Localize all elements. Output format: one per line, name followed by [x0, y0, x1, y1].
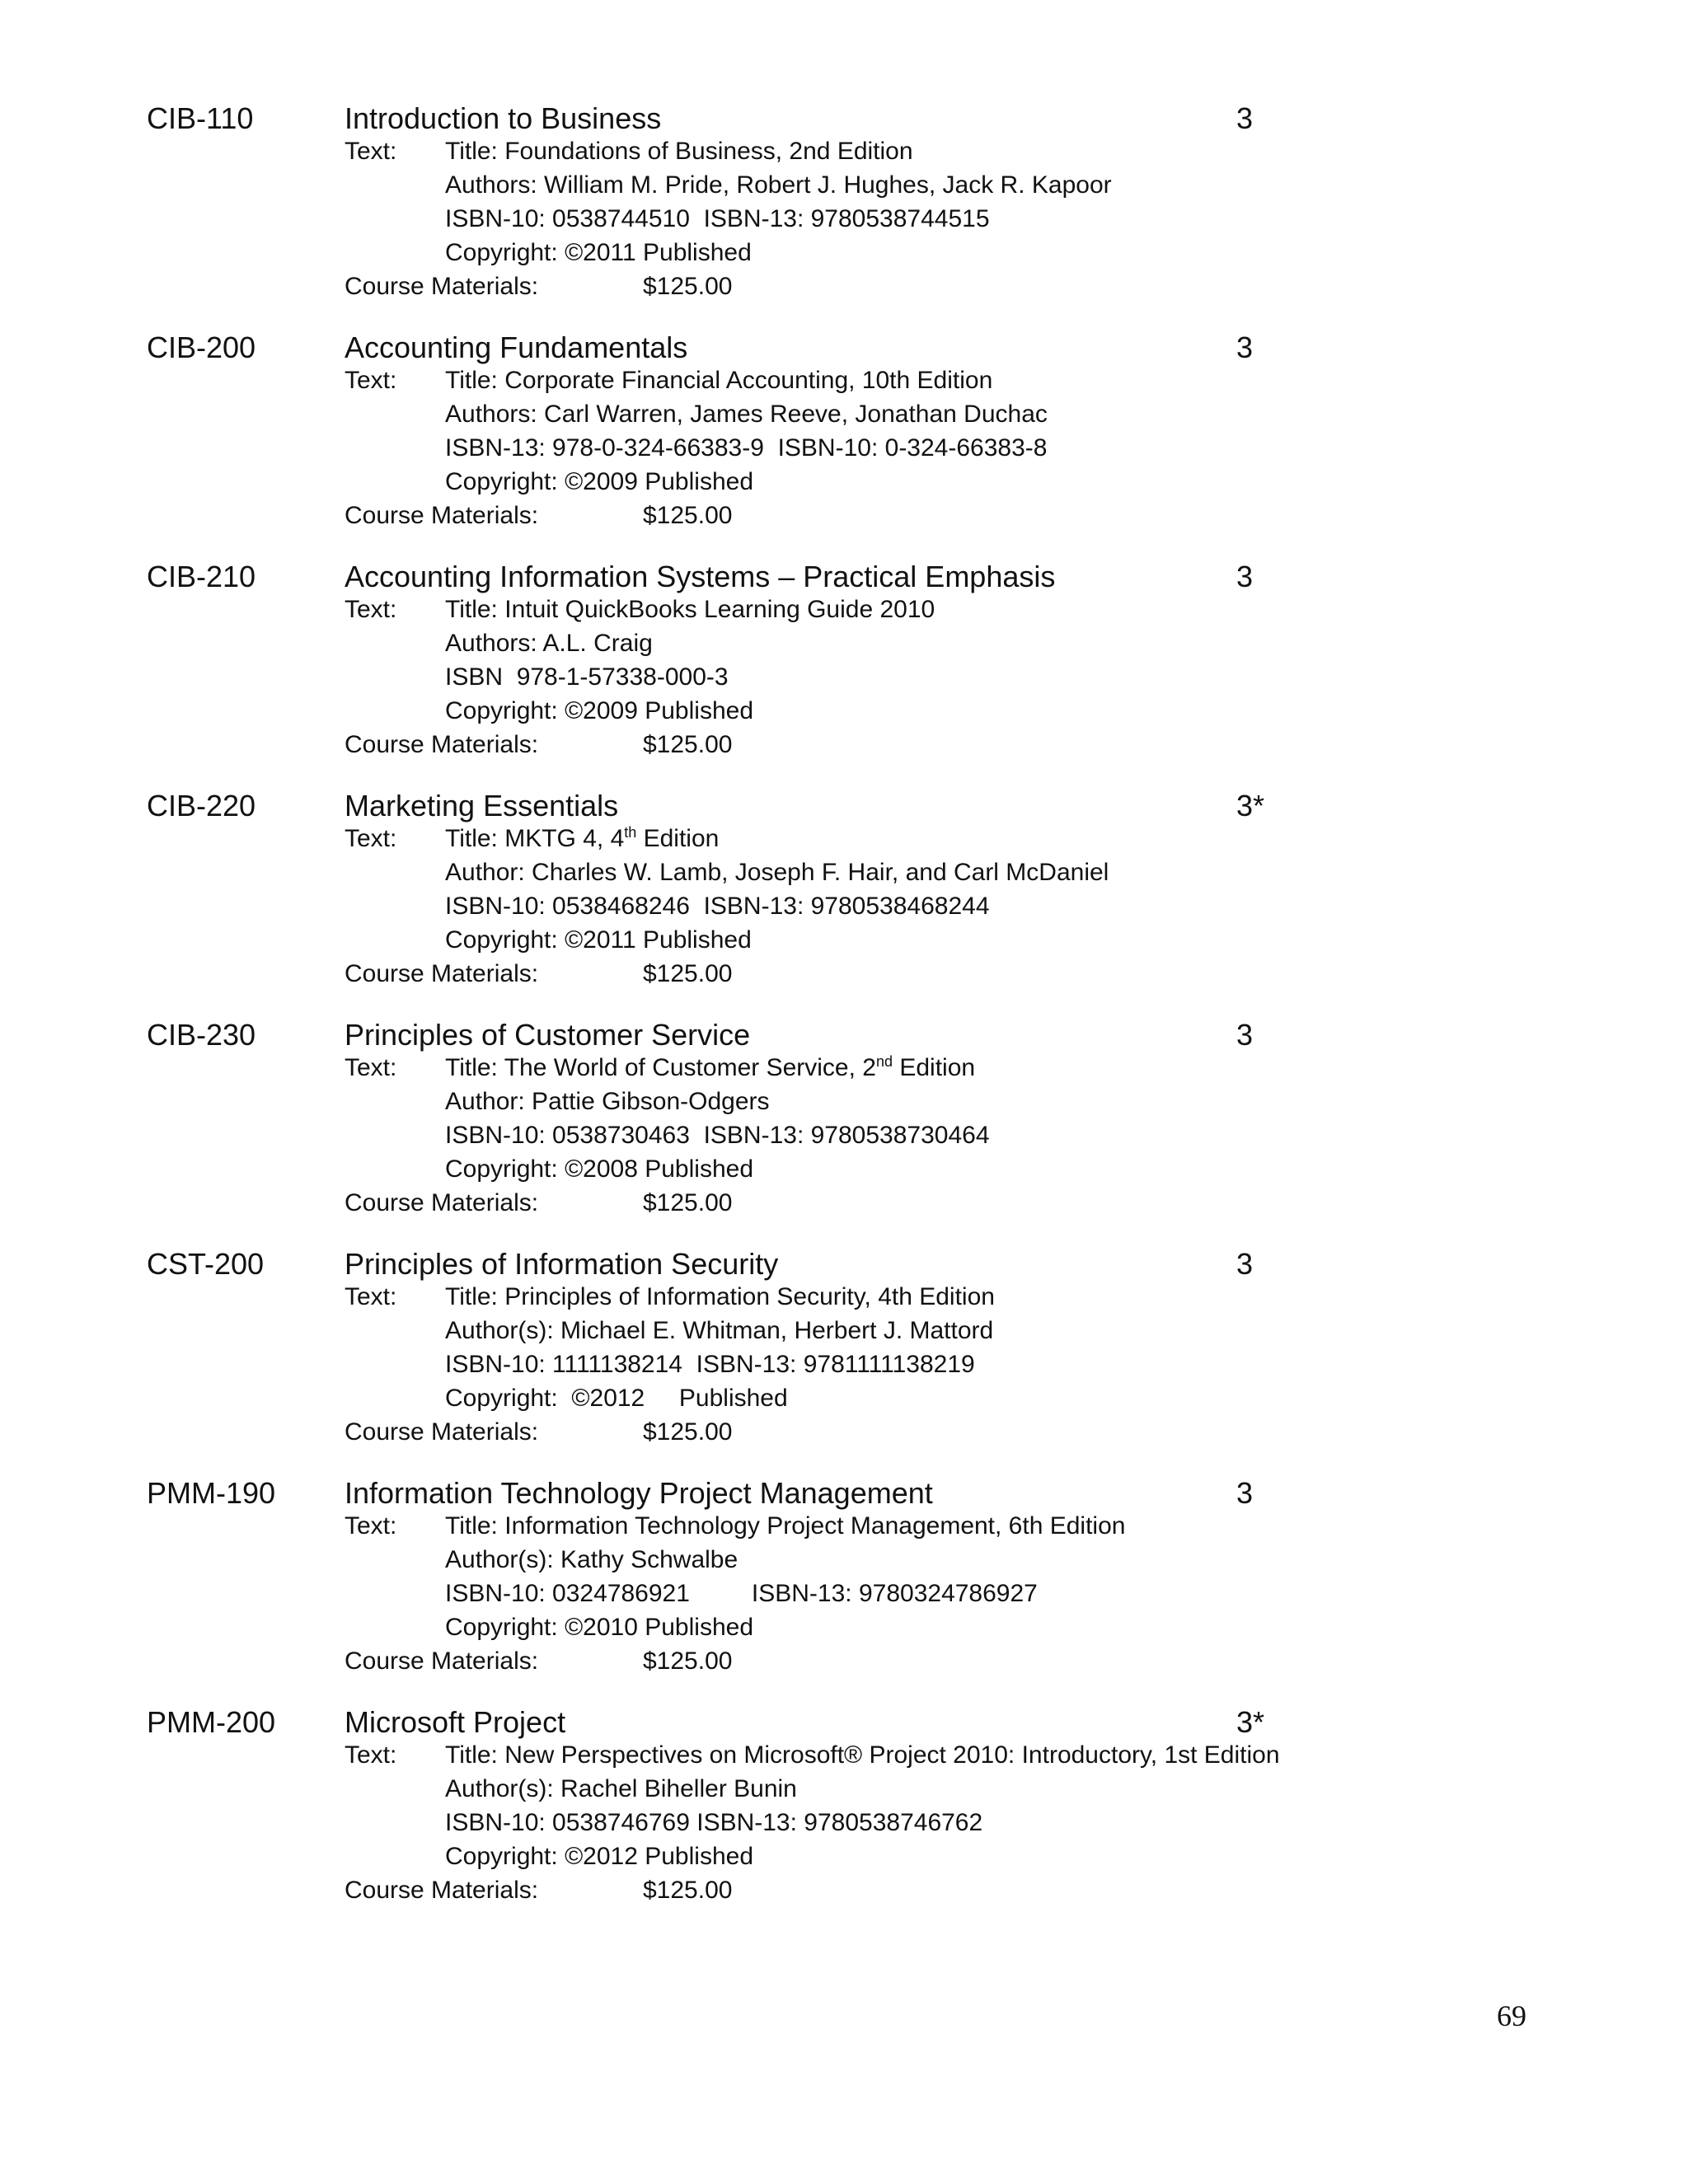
text-label: Text: — [345, 1283, 397, 1310]
course-credits: 3 — [1236, 101, 1254, 135]
book-authors: Authors: Carl Warren, James Reeve, Jonathan Duchac — [445, 401, 1048, 428]
book-copyright: Copyright: ©2008 Published — [445, 1155, 754, 1183]
course-credits: 3 — [1236, 560, 1254, 593]
course-materials-label: Course Materials: — [345, 1877, 539, 1904]
course-materials-price: $125.00 — [643, 960, 733, 987]
book-copyright: Copyright: ©2009 Published — [445, 468, 754, 495]
book-isbn: ISBN 978-1-57338-000-3 — [445, 663, 729, 691]
text-label: Text: — [345, 367, 397, 394]
text-label: Text: — [345, 1741, 397, 1769]
course-code: CST-200 — [147, 1247, 265, 1281]
course-entry-pmm-190 — [0, 1474, 1688, 1696]
book-authors: Author(s): Michael E. Whitman, Herbert J. Mattord — [445, 1317, 994, 1344]
course-entry-cib-200 — [0, 328, 1688, 551]
book-isbn: ISBN-10: 0538730463 ISBN-13: 9780538730464 — [445, 1122, 990, 1149]
course-entry-cib-110 — [0, 99, 1688, 321]
book-title: Title: New Perspectives on Microsoft® Project 2010: Introductory, 1st Edition — [445, 1741, 1280, 1769]
book-authors: Authors: A.L. Craig — [445, 630, 653, 657]
book-isbn: ISBN-10: 0538744510 ISBN-13: 9780538744515 — [445, 205, 990, 232]
book-copyright: Copyright: ©2012 Published — [445, 1843, 754, 1870]
course-materials-label: Course Materials: — [345, 731, 539, 758]
book-title-edition: Edition — [636, 825, 720, 852]
course-credits: 3 — [1236, 330, 1254, 364]
course-entry-cib-210 — [0, 557, 1688, 780]
book-authors: Author: Charles W. Lamb, Joseph F. Hair, and Carl McDaniel — [445, 859, 1109, 886]
book-copyright: Copyright: ©2009 Published — [445, 697, 754, 724]
course-title: Microsoft Project — [345, 1705, 566, 1739]
book-copyright: Copyright: ©2012 Published — [445, 1385, 788, 1412]
course-entry-cst-200 — [0, 1244, 1688, 1467]
ordinal-suffix: th — [624, 824, 637, 841]
course-entry-pmm-200 — [0, 1703, 1688, 1925]
course-code: CIB-200 — [147, 330, 256, 364]
course-title: Principles of Information Security — [345, 1247, 779, 1281]
ordinal-suffix: nd — [875, 1053, 893, 1070]
course-materials-price: $125.00 — [643, 731, 733, 758]
course-code: CIB-110 — [147, 101, 254, 135]
course-materials-label: Course Materials: — [345, 1418, 539, 1446]
course-code: CIB-220 — [147, 789, 256, 823]
text-label: Text: — [345, 1512, 397, 1540]
course-code: PMM-200 — [147, 1705, 276, 1739]
course-code: CIB-210 — [147, 560, 256, 593]
book-authors: Authors: William M. Pride, Robert J. Hughes, Jack R. Kapoor — [445, 171, 1112, 199]
book-copyright: Copyright: ©2011 Published — [445, 239, 752, 266]
book-copyright: Copyright: ©2010 Published — [445, 1614, 754, 1641]
book-isbn: ISBN-10: 1111138214 ISBN-13: 9781111138219 — [445, 1351, 975, 1378]
book-isbn: ISBN-10: 0538468246 ISBN-13: 9780538468244 — [445, 893, 990, 920]
book-title-main: Title: MKTG 4, 4 — [445, 825, 625, 852]
course-title: Accounting Information Systems – Practical Emphasis — [345, 560, 1056, 593]
course-materials-label: Course Materials: — [345, 1189, 539, 1216]
book-copyright: Copyright: ©2011 Published — [445, 926, 752, 954]
course-entry-cib-220 — [0, 786, 1688, 1009]
book-isbn: ISBN-10: 0324786921 ISBN-13: 9780324786927 — [445, 1580, 1038, 1607]
book-title: Title: Principles of Information Security, 4th Edition — [445, 1283, 995, 1310]
book-title: Title: Corporate Financial Accounting, 10th Edition — [445, 367, 993, 394]
course-credits: 3 — [1236, 1247, 1254, 1281]
course-credits: 3* — [1236, 1705, 1265, 1739]
text-label: Text: — [345, 596, 397, 623]
book-authors: Author: Pattie Gibson-Odgers — [445, 1088, 770, 1115]
course-materials-label: Course Materials: — [345, 273, 539, 300]
course-materials-price: $125.00 — [643, 1877, 733, 1904]
book-authors: Author(s): Kathy Schwalbe — [445, 1546, 738, 1573]
course-materials-price: $125.00 — [643, 1189, 733, 1216]
book-title: Title: Intuit QuickBooks Learning Guide 2010 — [445, 596, 935, 623]
book-title: Title: Foundations of Business, 2nd Edition — [445, 138, 913, 165]
book-title-edition: Edition — [893, 1054, 976, 1081]
course-code: CIB-230 — [147, 1018, 256, 1052]
course-credits: 3 — [1236, 1018, 1254, 1052]
book-title: Title: Information Technology Project Management, 6th Edition — [445, 1512, 1126, 1540]
book-title-main: Title: The World of Customer Service, 2 — [445, 1054, 876, 1081]
course-credits: 3 — [1236, 1476, 1254, 1510]
course-materials-label: Course Materials: — [345, 502, 539, 529]
book-title — [445, 823, 719, 855]
course-credits: 3* — [1236, 789, 1265, 823]
course-materials-price: $125.00 — [643, 273, 733, 300]
course-title: Introduction to Business — [345, 101, 662, 135]
book-isbn: ISBN-13: 978-0-324-66383-9 ISBN-10: 0-324-66383-8 — [445, 434, 1048, 462]
course-title: Information Technology Project Management — [345, 1476, 933, 1510]
course-entry-cib-230 — [0, 1015, 1688, 1238]
book-title — [445, 1052, 975, 1085]
book-authors: Author(s): Rachel Biheller Bunin — [445, 1775, 797, 1802]
course-title: Accounting Fundamentals — [345, 330, 688, 364]
course-materials-price: $125.00 — [643, 502, 733, 529]
course-materials-price: $125.00 — [643, 1647, 733, 1675]
course-materials-price: $125.00 — [643, 1418, 733, 1446]
text-label: Text: — [345, 138, 397, 165]
course-code: PMM-190 — [147, 1476, 276, 1510]
page-number: 69 — [1497, 1999, 1526, 2032]
book-isbn: ISBN-10: 0538746769 ISBN-13: 9780538746762 — [445, 1809, 983, 1836]
text-label: Text: — [345, 825, 397, 852]
course-title: Principles of Customer Service — [345, 1018, 751, 1052]
text-label: Text: — [345, 1054, 397, 1081]
course-materials-label: Course Materials: — [345, 960, 539, 987]
course-materials-label: Course Materials: — [345, 1647, 539, 1675]
course-title: Marketing Essentials — [345, 789, 619, 823]
